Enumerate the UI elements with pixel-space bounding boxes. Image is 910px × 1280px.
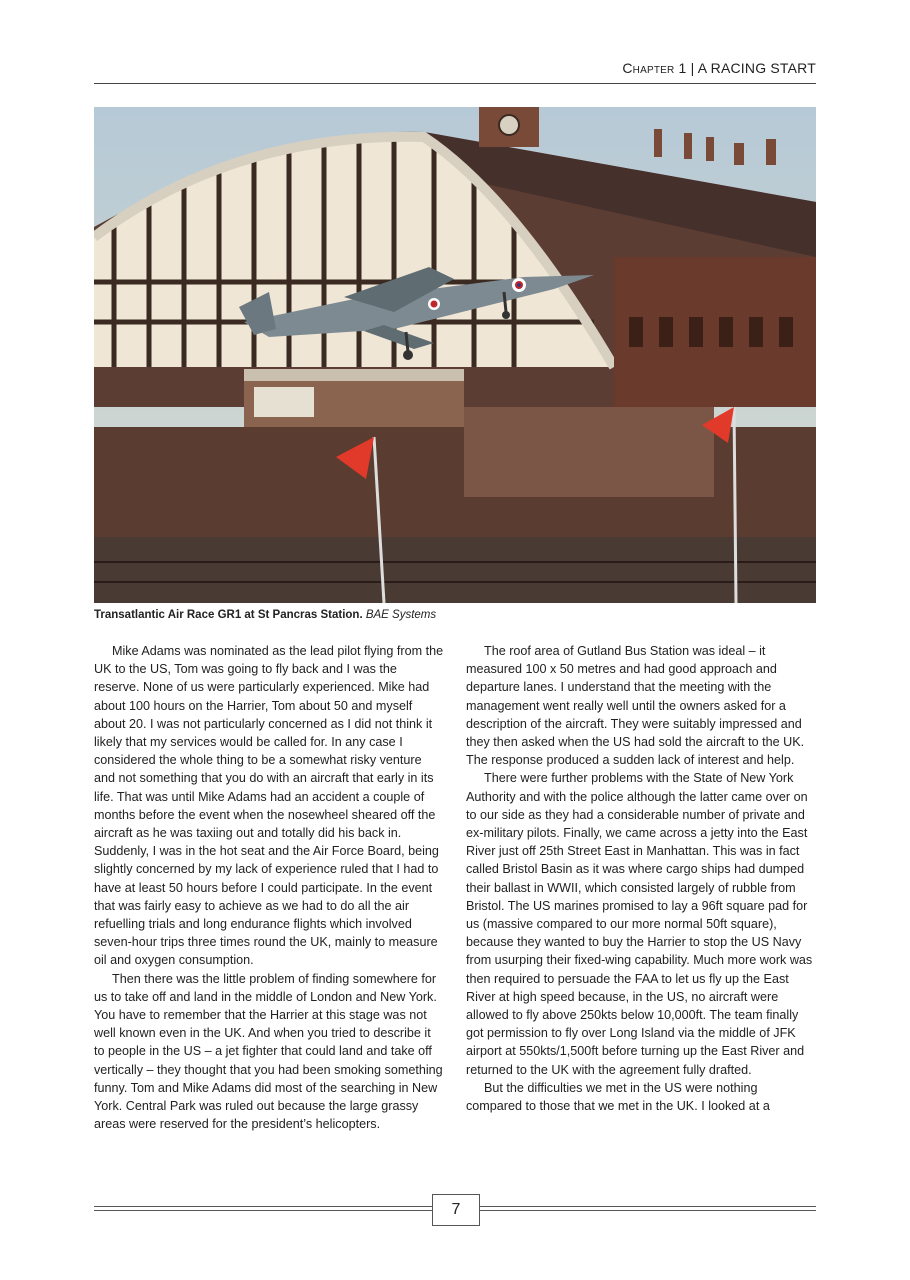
figure-caption	[94, 609, 436, 621]
caption-text: Transatlantic Air Race GR1 at St Pancras Station.	[94, 609, 363, 621]
chapter-title: A RACING START	[697, 60, 816, 76]
harrier-photo	[94, 107, 816, 603]
header-separator: |	[690, 60, 695, 76]
footer-rule-right	[478, 1206, 816, 1211]
chapter-label: Chapter 1	[622, 60, 687, 76]
paragraph: There were further problems with the State of New York Authority and with the police although the latter came over on to our side as they had a considerable number of private and ex-military pilots. Finally, we came across a jetty into the East River just off 25th Street East in Manhattan. This was in fact called Bristol Basin as it was where cargo ships had dumped their ballast in WWII, which consisted largely of rubble from Bristol. The US marines promised to lay a 96ft square pad for us (massive compared to our more normal 50ft square), because they wanted to buy the Harrier to stop the US Navy from usurping their fixed-wing capability. Much more work was then required to persuade the FAA to let us fly up the East River at high speed because, in the US, no aircraft were allowed to fly above 250kts below 10,000ft. The team finally got permission to fly over Long Island via the middle of JFK airport at 550kts/1,500ft before turning up the East River and returned to the UK with the agreement fully drafted.	[466, 771, 813, 1077]
right-column	[466, 642, 816, 1115]
paragraph: But the difficulties we met in the US were nothing compared to those that we met in the UK. I looked at a	[466, 1080, 770, 1114]
header-rule	[94, 83, 816, 84]
left-column	[94, 642, 444, 1133]
running-header	[622, 60, 816, 76]
footer-rule-left	[94, 1206, 432, 1211]
paragraph: Mike Adams was nominated as the lead pilot flying from the UK to the US, Tom was going to fly back and I was the reserve. None of us were particularly experienced. Mike had about 100 hours on the Harrier, Tom about 50 and myself about 20. I was not particularly concerned as I did not think it likely that my services would be called for. In any case I considered the whole thing to be a somewhat risky venture and not something that you do with an aircraft that early in its life. That was until Mike Adams had an accident a couple of months before the event when the nosewheel sheared off the aircraft as he was taxiing out and totally did his back in. Suddenly, I was in the hot seat and the Air Force Board, being slightly concerned by my lack of experience ruled that I had to have at least 50 hours before I could participate. In the event that was fairly easy to achieve as we had to do all the air refuelling trials and long endurance flights which involved seven-hour trips three times round the UK, mainly to measure oil and oxygen consumption.	[94, 644, 444, 968]
paragraph: The roof area of Gutland Bus Station was ideal – it measured 100 x 50 metres and had good approach and departure lanes. I understand that the meeting with the management went really well until the owners asked for a description of the aircraft. They were suitably impressed and they then asked when the US had sold the aircraft to the UK. The response produced a sudden lack of interest and help.	[466, 644, 805, 768]
page-number: 7	[432, 1194, 480, 1226]
caption-credit: BAE Systems	[365, 609, 437, 621]
paragraph: Then there was the little problem of finding somewhere for us to take off and land in the middle of London and New York. You have to remember that the Harrier at this stage was not well known even in the UK. And when you tried to describe it to people in the US – a jet fighter that could land and take off vertically – they thought that you had been smoking something funny. Tom and Mike Adams did most of the searching in New York. Central Park was ruled out because the large grassy areas were reserved for the president’s helicopters.	[94, 971, 443, 1132]
